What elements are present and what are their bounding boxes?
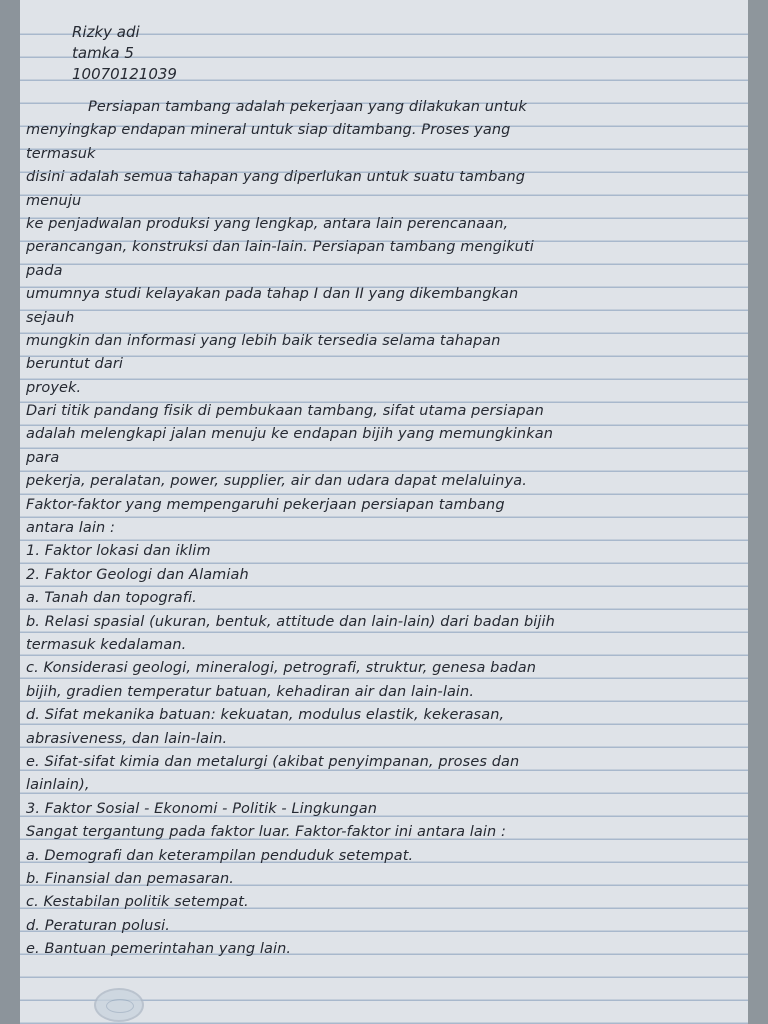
- text-line: adalah melengkapi jalan menuju ke endapan bijih yang memungkinkan: [26, 426, 553, 443]
- text-line: mungkin dan informasi yang lebih baik tersedia selama tahapan: [26, 332, 501, 349]
- list-item: b. Finansial dan pemasaran.: [26, 870, 234, 887]
- text-line: abrasiveness, dan lain-lain.: [26, 730, 228, 747]
- text-line: ke penjadwalan produksi yang lengkap, antara lain perencanaan,: [26, 215, 509, 232]
- text-line: Dari titik pandang fisik di pembukaan tambang, sifat utama persiapan: [26, 403, 544, 420]
- text-line: umumnya studi kelayakan pada tahap I dan II yang dikembangkan: [26, 286, 519, 303]
- text-line: sejauh: [26, 309, 75, 326]
- list-item: 1. Faktor lokasi dan iklim: [26, 543, 211, 560]
- student-name: Rizky adi: [72, 23, 140, 41]
- text-line: pekerja, peralatan, power, supplier, air dan udara dapat melaluinya.: [26, 473, 527, 490]
- list-item: d. Sifat mekanika batuan: kekuatan, modulus elastik, kekerasan,: [26, 707, 505, 724]
- student-class: tamka 5: [72, 44, 134, 62]
- text-line: pada: [26, 262, 63, 279]
- text-line: disini adalah semua tahapan yang diperlukan untuk suatu tambang: [26, 169, 526, 186]
- list-item: a. Demografi dan keterampilan penduduk setempat.: [26, 847, 414, 864]
- handwritten-text: [26, 96, 744, 961]
- page-edge-right: [748, 0, 768, 1024]
- list-item: 3. Faktor Sosial - Ekonomi - Politik - Lingkungan: [26, 800, 378, 817]
- text-line: perancangan, konstruksi dan lain-lain. Persiapan tambang mengikuti: [26, 239, 534, 256]
- list-item: b. Relasi spasial (ukuran, bentuk, attitude dan lain-lain) dari badan bijih: [26, 613, 555, 630]
- text-line: Persiapan tambang adalah pekerjaan yang dilakukan untuk: [88, 99, 527, 115]
- student-header: [72, 22, 177, 85]
- list-item: 2. Faktor Geologi dan Alamiah: [26, 566, 249, 583]
- list-item: e. Sifat-sifat kimia dan metalurgi (akibat penyimpanan, proses dan: [26, 753, 520, 770]
- text-line: lainlain),: [26, 777, 90, 794]
- notebook-logo-watermark: [94, 988, 144, 1022]
- list-item: d. Peraturan polusi.: [26, 917, 170, 934]
- text-line: para: [26, 449, 60, 466]
- text-line: proyek.: [26, 379, 82, 396]
- text-line: termasuk: [26, 145, 96, 162]
- text-line: termasuk kedalaman.: [26, 636, 187, 653]
- list-item: a. Tanah dan topografi.: [26, 590, 197, 607]
- list-item: e. Bantuan pemerintahan yang lain.: [26, 941, 292, 958]
- text-line: menuju: [26, 192, 82, 209]
- text-line: menyingkap endapan mineral untuk siap ditambang. Proses yang: [26, 122, 511, 139]
- notebook-page: [20, 0, 748, 1024]
- page-edge-left: [0, 0, 20, 1024]
- text-line: antara lain :: [26, 520, 116, 537]
- text-line: bijih, gradien temperatur batuan, kehadiran air dan lain-lain.: [26, 683, 475, 700]
- student-id: 10070121039: [72, 65, 177, 83]
- list-item: c. Konsiderasi geologi, mineralogi, petrografi, struktur, genesa badan: [26, 660, 537, 677]
- text-line: Sangat tergantung pada faktor luar. Faktor-faktor ini antara lain :: [26, 824, 507, 841]
- text-line: beruntut dari: [26, 356, 124, 373]
- list-item: c. Kestabilan politik setempat.: [26, 894, 249, 911]
- text-line: Faktor-faktor yang mempengaruhi pekerjaan persiapan tambang: [26, 496, 505, 513]
